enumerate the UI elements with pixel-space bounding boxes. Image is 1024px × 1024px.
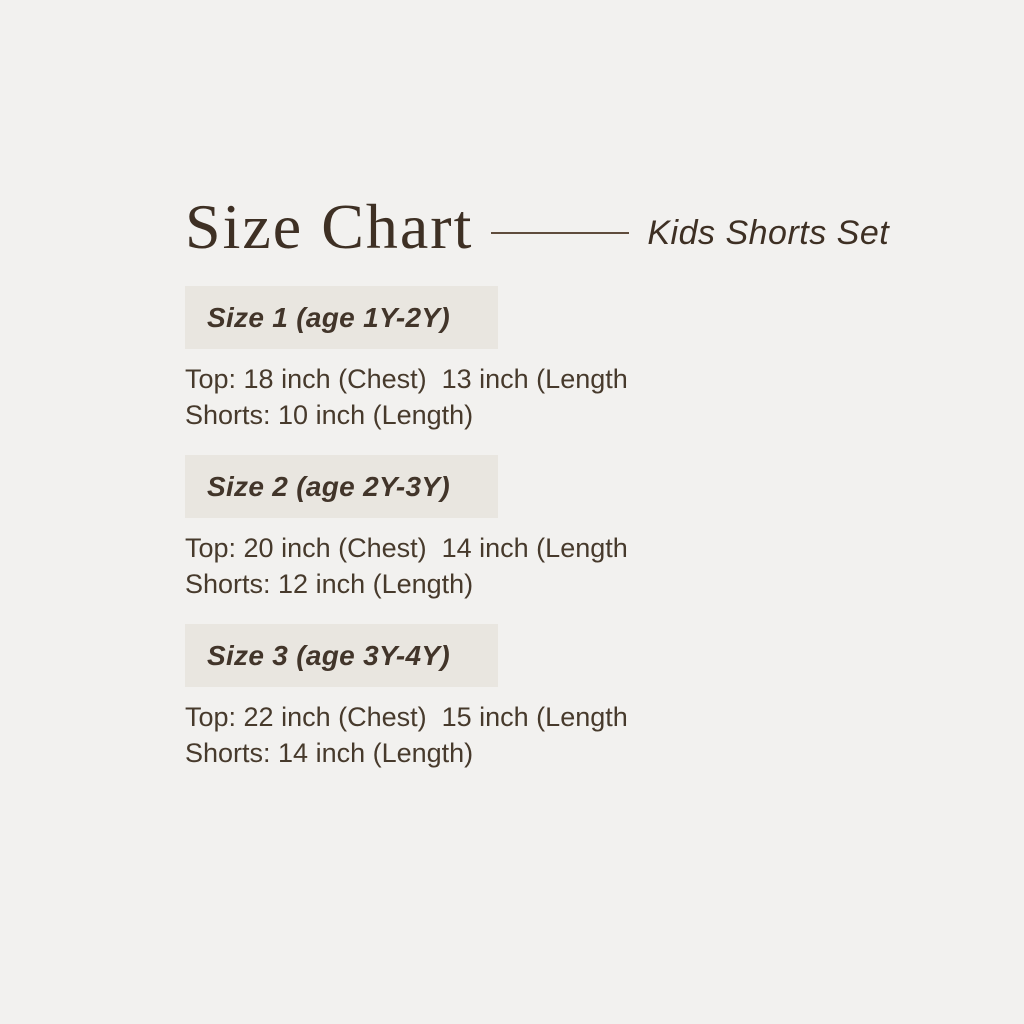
shorts-measurements: Shorts: 14 inch (Length) bbox=[185, 738, 474, 768]
title-divider-line bbox=[491, 232, 629, 234]
section-header bbox=[185, 455, 498, 518]
size-section-1 bbox=[185, 286, 965, 433]
title-row bbox=[185, 190, 965, 264]
size-section-3 bbox=[185, 624, 965, 771]
content-area bbox=[185, 190, 965, 771]
shorts-measurements: Shorts: 12 inch (Length) bbox=[185, 569, 474, 599]
section-header-label: Size 2 (age 2Y-3Y) bbox=[207, 470, 450, 502]
shorts-measurements: Shorts: 10 inch (Length) bbox=[185, 400, 474, 430]
page-subtitle: Kids Shorts Set bbox=[647, 213, 890, 252]
top-measurements: Top: 20 inch (Chest) 14 inch (Length bbox=[185, 533, 628, 563]
section-header-label: Size 1 (age 1Y-2Y) bbox=[207, 301, 450, 333]
section-body bbox=[185, 530, 965, 602]
section-header bbox=[185, 286, 498, 349]
section-header bbox=[185, 624, 498, 687]
section-body bbox=[185, 361, 965, 433]
top-measurements: Top: 22 inch (Chest) 15 inch (Length bbox=[185, 702, 628, 732]
section-header-label: Size 3 (age 3Y-4Y) bbox=[207, 639, 450, 671]
size-section-2 bbox=[185, 455, 965, 602]
top-measurements: Top: 18 inch (Chest) 13 inch (Length bbox=[185, 364, 628, 394]
section-body bbox=[185, 699, 965, 771]
page-title: Size Chart bbox=[185, 191, 474, 262]
